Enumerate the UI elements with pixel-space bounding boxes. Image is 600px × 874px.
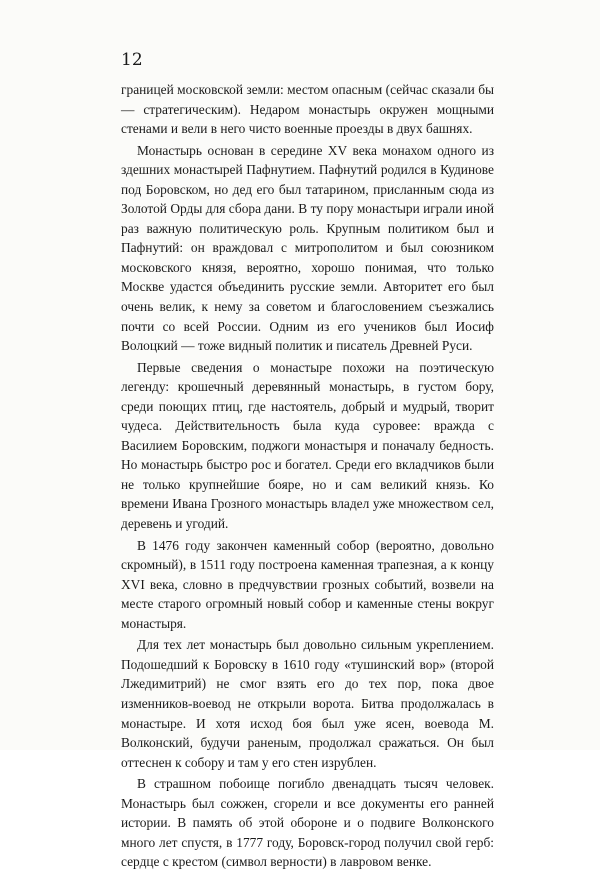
paragraph: В страшном побоище погибло двенадцать тысяч человек. Монастырь был сожжен, сгорели и все документы его ранней истории. В память об этой обороне и о подвиге Волконского много лет спустя, в 1777 году, Боровск-город получил свой герб: сердце с крестом (символ верности) в лавровом венке.	[121, 776, 494, 870]
paragraph: Первые сведения о монастыре похожи на поэтическую легенду: крошечный деревянный монастырь, в густом бору, среди поющих птиц, где настоятель, добрый и мудрый, творит чудеса. Действительность была куда суровее: вражда с Василием Боровским, поджоги монастыря и поначалу бедность. Но монастырь быстро рос и богател. Среди его вкладчиков были не только крупнейшие бояре, но и сам великий князь. Ко времени Ивана Грозного монастырь владел уже множеством сел, деревень и угодий.	[121, 359, 494, 532]
body-text	[121, 80, 494, 874]
paragraph: границей московской земли: местом опасным (сейчас сказали бы — стратегическим). Недаром монастырь окружен мощными стенами и вели в него чисто военные проезды в двух башнях.	[121, 82, 494, 137]
paragraph: В 1476 году закончен каменный собор (вероятно, довольно скромный), в 1511 году построена каменная трапезная, а к концу XVI века, словно в предчувствии грозных событий, возвели на месте старого огромный новый собор и каменные стены вокруг монастыря.	[121, 537, 494, 631]
paragraph: Монастырь основан в середине XV века монахом одного из здешних монастырей Пафнутием. Пафнутий родился в Кудинове под Боровском, но дед его был татарином, присланным сюда из Золотой Орды для сбора дани. В ту пору монастыри играли иной раз важную политическую роль. Крупным политиком был и Пафнутий: он враждовал с митрополитом и был союзником московского князя, вероятно, хорошо понимая, что только Москве удастся объединить русские земли. Авторитет его был очень велик, к нему за советом и благословением съезжались почти со всей России. Одним из его учеников был Иосиф Волоцкий — тоже видный политик и писатель Древней Руси.	[121, 142, 494, 354]
paragraph: Для тех лет монастырь был довольно сильным укреплением. Подошедший к Боровску в 1610 году «тушинский вор» (второй Лжедимитрий) не смог взять его до тех пор, пока двое изменников-воевод не открыли ворота. Битва продолжалась в монастыре. И хотя исход боя был уже ясен, воевода М. Волконский, будучи раненым, продолжал сражаться. Он был оттеснен к собору и там у его стен изрублен.	[121, 637, 494, 770]
page-number: 12	[121, 50, 143, 70]
